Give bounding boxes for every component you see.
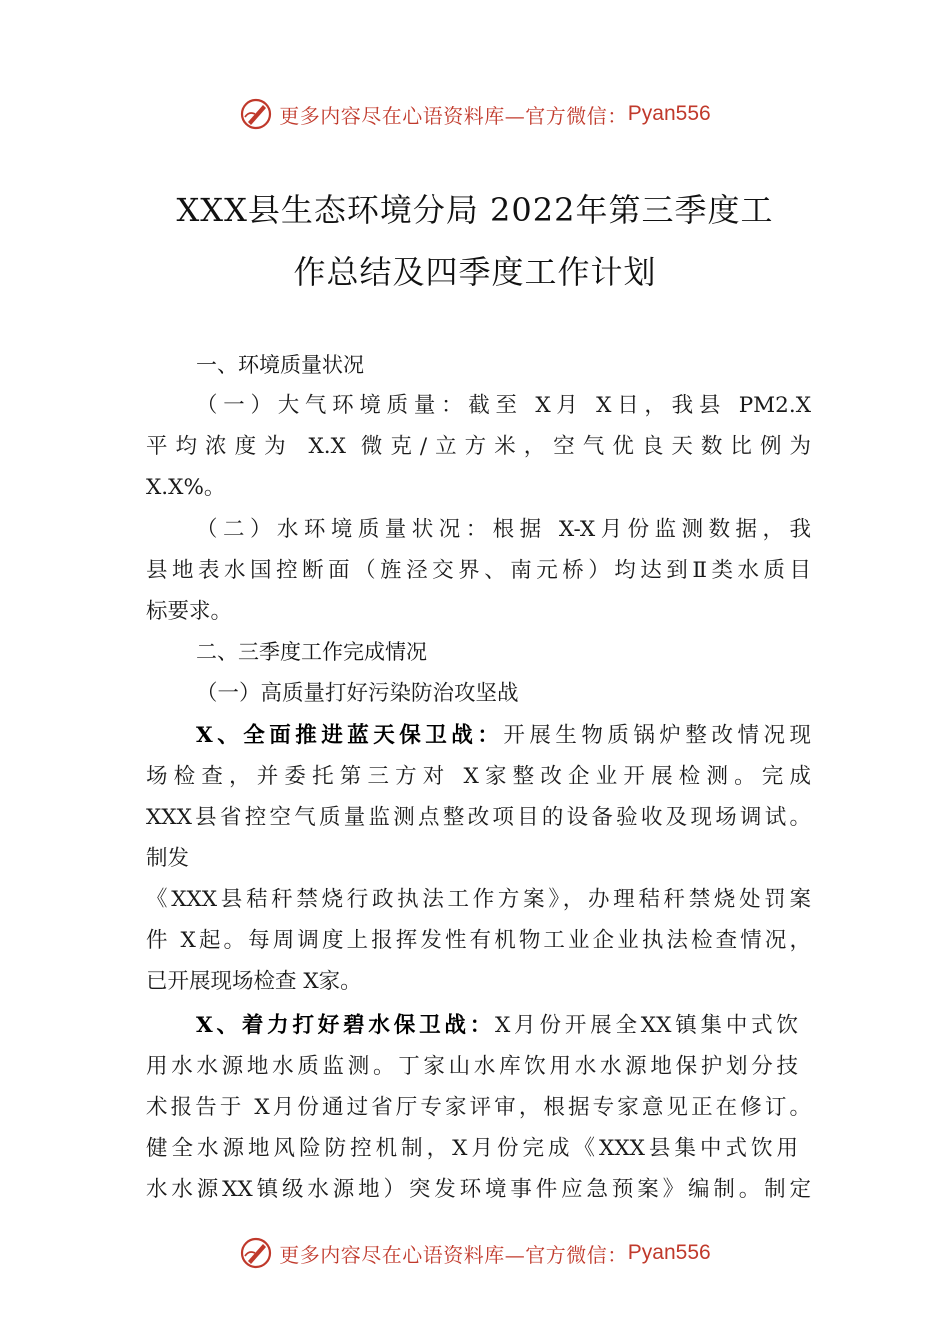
document-title-line-1: XXX县生态环境分局 2022年第三季度工 <box>176 191 774 229</box>
paragraph-line <box>196 721 811 751</box>
paragraph-line: （一）大气环境质量：截至 X月 X日，我县 PM2.X <box>196 393 811 418</box>
item-lead-text: X月份开展全XX镇集中式饮 <box>495 1013 799 1038</box>
paragraph-line: 水水源XX镇级水源地）突发环境事件应急预案》编制。制定 <box>146 1177 811 1202</box>
paragraph-line: 已开展现场检查 X家。 <box>146 969 362 994</box>
section-heading-1: 一、环境质量状况 <box>196 353 364 377</box>
paragraph-line: 《XXX县秸秆禁烧行政执法工作方案》，办理秸秆禁烧处罚案 <box>146 887 811 912</box>
paragraph-line: 县地表水国控断面（旌泾交界、南元桥）均达到Ⅱ类水质目 <box>146 558 811 583</box>
paragraph-line: X.X%。 <box>146 475 226 500</box>
paragraph-line: 用水水源地水质监测。丁家山水库饮用水水源地保护划分技 <box>146 1054 798 1079</box>
watermark-wechat-id: Pyan556 <box>627 102 711 125</box>
document-title-line-2: 作总结及四季度工作计划 <box>293 253 657 291</box>
pen-logo-icon <box>239 1236 273 1270</box>
watermark-wechat-id: Pyan556 <box>627 1241 711 1264</box>
item-lead-bold: X、着力打好碧水保卫战： <box>196 1013 496 1038</box>
item-lead-bold: X、全面推进蓝天保卫战： <box>196 723 504 748</box>
paragraph-line: 术报告于 X月份通过省厅专家评审，根据专家意见正在修订。 <box>146 1095 811 1120</box>
watermark-text: 更多内容尽在心语资料库—官方微信： <box>279 1242 628 1267</box>
pen-logo-icon <box>239 97 273 131</box>
paragraph-line: 健全水源地风险防控机制，X月份完成《XXX县集中式饮用 <box>146 1136 798 1161</box>
section-heading-2: 二、三季度工作完成情况 <box>196 640 427 664</box>
paragraph-line: 标要求。 <box>146 599 233 624</box>
paragraph-line: 平均浓度为 X.X 微克/立方米，空气优良天数比例为 <box>146 434 811 459</box>
paragraph-line: 场检查，并委托第三方对 X家整改企业开展检测。完成 <box>146 764 811 789</box>
watermark-text: 更多内容尽在心语资料库—官方微信： <box>279 103 628 128</box>
subsection-heading: （一）高质量打好污染防治攻坚战 <box>196 681 519 706</box>
paragraph-line: XXX县省控空气质量监测点整改项目的设备验收及现场调试。 <box>146 805 811 830</box>
item-lead-text: 开展生物质锅炉整改情况现 <box>503 723 811 748</box>
paragraph-line: 件 X起。每周调度上报挥发性有机物工业企业执法检查情况， <box>146 928 811 953</box>
paragraph-line <box>196 1011 798 1041</box>
paragraph-line: 制发 <box>146 846 190 871</box>
watermark-banner-bottom <box>0 1231 950 1275</box>
watermark-banner-top <box>0 92 950 136</box>
paragraph-line: （二）水环境质量状况：根据 X-X月份监测数据，我 <box>196 517 811 542</box>
